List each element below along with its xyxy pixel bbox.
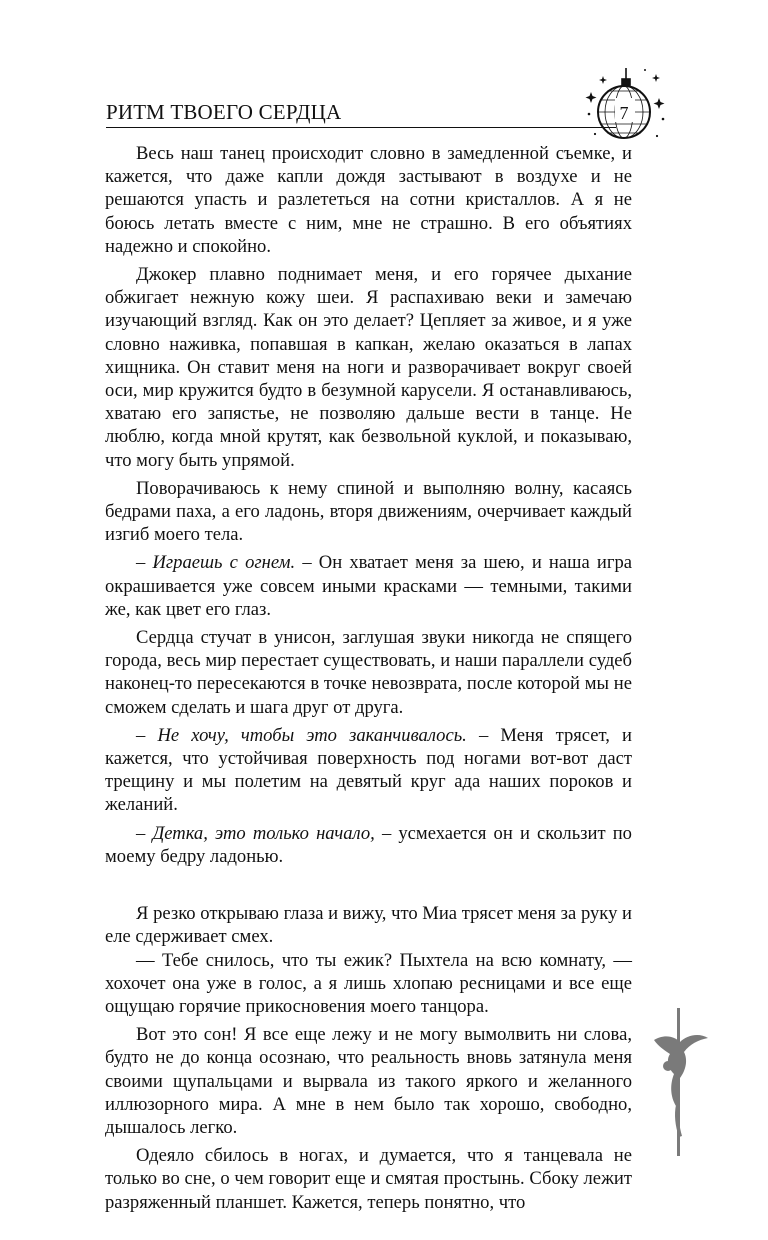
paragraph: Я резко открываю глаза и вижу, что Миа трясет меня за руку и еле сдерживает смех. bbox=[105, 903, 632, 948]
scene-break bbox=[105, 868, 632, 902]
italic-speech: Не хочу, чтобы это заканчивалось. bbox=[157, 724, 467, 746]
pole-dancer-icon bbox=[646, 1008, 714, 1156]
book-title: РИТМ ТВОЕГО СЕРДЦА bbox=[106, 100, 342, 124]
dialogue-paragraph bbox=[105, 724, 632, 817]
narration: – Меня трясет, и кажется, что устойчивая поверхность под ногами вот-вот даст трещину и мы полетим на девятый круг ада наших пороков и желаний. bbox=[105, 724, 633, 816]
paragraph: Джокер плавно поднимает меня, и его горячее дыхание обжигает нежную кожу шеи. Я распахиваю веки и замечаю изучающий взгляд. Как он это делает? Цепляет за живое, и я уже словно наживка, попавшая в капкан, желаю оказаться в лапах хищника. Он ставит меня на ноги и разворачивает вокруг своей оси, мир кружится будто в безумной карусели. Я останавливаюсь, хватаю его запястье, не позволяю дальше вести в танце. Не люблю, когда мной крутят, как безвольной куклой, и показываю, что могу быть упрямой. bbox=[105, 264, 632, 471]
paragraph: Весь наш танец происходит словно в замедленной съемке, и кажется, что даже капли дождя застывают в воздухе и не решаются упасть и разлететься на сотни кристаллов. А я не боюсь летать вместе с ним, мне не страшно. В его объятиях надежно и спокойно. bbox=[105, 143, 632, 257]
page-number: 7 bbox=[619, 103, 629, 123]
paragraph: Вот это сон! Я все еще лежу и не могу вымолвить ни слова, будто не до конца осознаю, что реальность вновь затянула меня своими щупальцами и вырвала из такого яркого и желанного иллюзорного мира. А мне в нем было так хорошо, свободно, дышалось легко. bbox=[105, 1024, 632, 1138]
dash: – bbox=[136, 552, 153, 574]
paragraph: — Тебе снилось, что ты ежик? Пыхтела на всю комнату, — хохочет она уже в голос, а я лишь хлопаю ресницами и все еще ощущаю горячие прикосновения моего танцора. bbox=[105, 949, 632, 1017]
narration: – Он хватает меня за шею, и наша игра окрашивается уже совсем иными красками — темными, такими же, как цвет его глаз. bbox=[105, 552, 633, 620]
italic-speech: Детка, это только начало, bbox=[152, 822, 375, 844]
paragraph: Поворачиваюсь к нему спиной и выполняю волну, касаясь бедрами паха, а его ладонь, вторя движениям, очерчивает каждый изгиб моего тела. bbox=[105, 477, 632, 546]
italic-speech: Играешь с огнем. bbox=[152, 552, 296, 574]
dash: – bbox=[136, 724, 158, 746]
narration: – усмехается он и скользит по моему бедру ладонью. bbox=[105, 822, 632, 867]
running-header bbox=[106, 97, 616, 128]
paragraph: Сердца стучат в унисон, заглушая звуки никогда не спящего города, весь мир перестает существовать, и наши параллели судеб наконец-то пересекаются в точке невозврата, после которой мы не сможем сделать и шага друг от друга. bbox=[105, 627, 632, 718]
page-text bbox=[105, 142, 632, 1214]
paragraph: Одеяло сбилось в ногах, и думается, что я танцевала не только во сне, о чем говорит еще и смятая простынь. Сбоку лежит разряженный планшет. Кажется, теперь понятно, что bbox=[105, 1145, 632, 1213]
dialogue-paragraph bbox=[105, 551, 632, 621]
dialogue-paragraph bbox=[105, 822, 632, 868]
dash: – bbox=[136, 822, 153, 844]
